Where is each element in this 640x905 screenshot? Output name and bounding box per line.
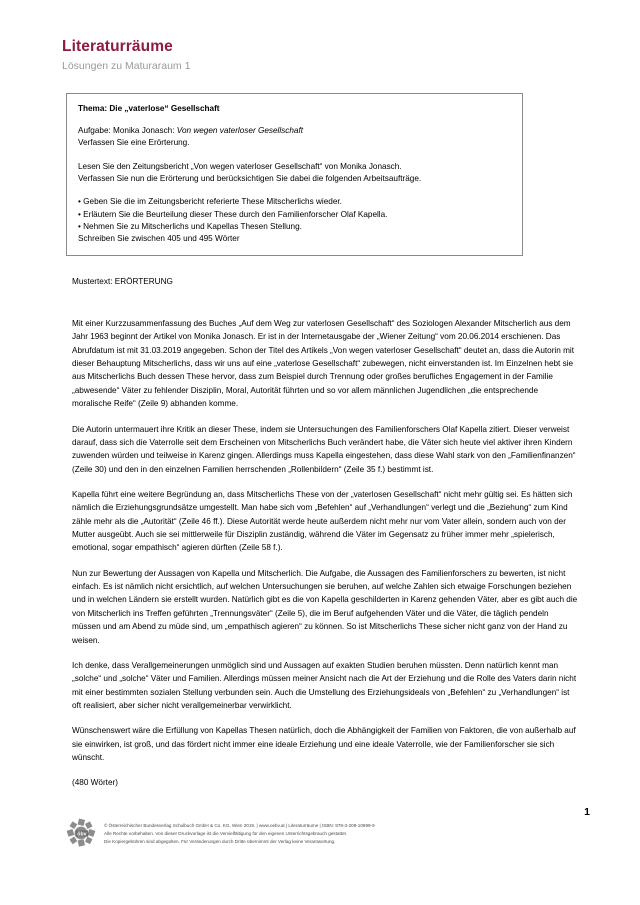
task-length-requirement: Schreiben Sie zwischen 405 und 495 Wörter [78,234,240,244]
essay-paragraph: Die Autorin untermauert ihre Kritik an dieser These, indem sie Untersuchungen des Familienforschers Olaf Kapella zitiert. Dieser verweist darauf, dass sich die Vaterrolle seit dem Erscheinen von Mitscherlichs Buch verändert habe, die Väter sich heute viel aktiver ihren Kindern zuwenden würden und teilweise in Karenz gingen. Allerdings muss Kapella eingestehen, dass diese Wahl stark von den „Familienfinanzen“ (Zeile 30) und den in den einzelnen Familien herrschenden „Rollenbildern“ (Zeile 35 f.) bestimmt ist. [72,424,576,474]
footer-line: © Österreichischer Bundesverlag Schulbuch GmbH & Co. KG, Wien 2019. | www.oebv.at | Literaturräume | ISBN: 978-3-209-10899-9 [104,823,375,828]
task-bullet-item: • Geben Sie die im Zeitungsbericht referierte These Mitscherlichs wieder. [78,197,342,207]
document-header [62,38,582,73]
task-bullet-list [78,196,511,233]
page-subtitle: Lösungen zu Maturaraum 1 [62,59,191,72]
essay-paragraph: Wünschenswert wäre die Erfüllung von Kapellas Thesen natürlich, doch die Abhängigkeit der Familien von Faktoren, die von außerhalb auf sie einwirken, ist groß, und das fördert nicht immer eine ideale Erziehung und eine ideale Vaterrolle, wie der Familienforscher sie sich wünscht. [72,726,576,763]
sample-text-label: Mustertext: ERÖRTERUNG [72,277,173,286]
task-assignment-instruction: Verfassen Sie eine Erörterung. [78,138,190,148]
page-title: Literaturräume [62,38,173,55]
task-bullet-item: • Nehmen Sie zu Mitscherlichs und Kapellas Thesen Stellung. [78,221,302,231]
task-theme: Thema: Die „vaterlose“ Gesellschaft [78,104,220,113]
svg-text:öbv: öbv [77,831,87,838]
task-reading-instructions [78,161,511,186]
page-number: 1 [584,806,590,818]
word-count: (480 Wörter) [72,778,118,788]
task-assignment-label: Aufgabe: Monika Jonasch: [78,126,177,136]
task-assignment-title: Von wegen vaterloser Gesellschaft [176,126,303,136]
document-footer [66,818,566,848]
essay-paragraph: Ich denke, dass Verallgemeinerungen unmöglich sind und Aussagen auf exakten Studien beruhen müssten. Denn natürlich kennt man „solche“ und „solche“ Väter und Familien. Allerdings müssen meiner Ansicht nach die Art der Erziehung und die Rolle des Vaters darin nicht mit einer bestimmten sozialen Stellung verbunden sein. Auch die Umstellung des Erziehungsideals von „Befehlen“ zu „Verhandlungen“ ist oft realisiert, aber sicher nicht verallgemeinerbar verwirklicht. [72,660,577,710]
footer-line: Die Kopiergebühren sind abgegolten. Für Veränderungen durch Dritte übernimmt der Verlag keine Verantwortung. [104,839,336,845]
essay-paragraph: Mit einer Kurzzusammenfassung des Buches „Auf dem Weg zur vaterlosen Gesellschaft“ des Soziologen Alexander Mitscherlich aus dem Jahr 1963 beginnt der Artikel von Monika Jonasch. Er ist in der Internetausgabe der „Wiener Zeitung“ vom 20.06.2014 erschienen. Das Abrufdatum ist mit 31.03.2019 angegeben. Schon der Titel des Artikels „Von wegen vaterloser Gesellschaft“ deutet an, dass die Autorin mit dieser Behauptung Mitscherlichs, dass wir uns auf eine „vaterlose Gesellschaft“ zubewegen, nicht einverstanden ist. Im Einzelnen hebt sie aus Mitscherlichs Buch dessen These hervor, dass zum Beispiel durch Trennung oder großes berufliches Engagement in der Familie „abwesende“ Väter zu fehlender Disziplin, Moral, Autorität führten und so vor allem männlichen Jugendlichen „die entsprechende moralische Reife“ (Zeile 9) abhanden komme. [72,319,574,409]
essay-paragraph: Kapella führt eine weitere Begründung an, dass Mitscherlichs These von der „vaterlosen Gesellschaft“ nicht mehr gültig sei. Es hätten sich nämlich die Erziehungsgrundsätze umgestellt. Man habe sich vom „Befehlen“ auf „Verhandlungen“ verlegt und die „Beziehung“ zum Kind zähle mehr als die „Autorität“ (Zeile 46 ff.). Diese Autorität werde heute außerdem nicht mehr nur vom Vater allein, sondern auch von der Mutter ausgeübt. Auch sie sei mittlerweile für Disziplin zuständig, während die Väter im Gegensatz zu früher immer mehr „spielerisch, emotional, sogar empathisch“ agieren dürften (Zeile 58 f.). [72,489,573,553]
task-assignment [78,125,511,150]
task-assignment-line [78,125,511,137]
task-bullet-item: • Erläutern Sie die Beurteilung dieser These durch den Familienforscher Olaf Kapella. [78,209,388,219]
essay-body [72,317,578,790]
task-read-line-1: Lesen Sie den Zeitungsbericht „Von wegen vaterloser Gesellschaft“ von Monika Jonasch. [78,161,402,171]
footer-line: Alle Rechte vorbehalten. Von dieser Druckvorlage ist die Vervielfältigung für den eigenen Unterrichtsgebrauch gestattet. [104,831,348,837]
task-read-line-2: Verfassen Sie nun die Erörterung und berücksichtigen Sie dabei die folgenden Arbeitsaufträge. [78,173,422,183]
oebv-logo-icon [66,818,96,848]
essay-paragraph: Nun zur Bewertung der Aussagen von Kapella und Mitscherlich. Die Aufgabe, die Aussagen des Familienforschers zu bewerten, ist nicht einfach. Es ist nämlich nicht ersichtlich, auf welchen Untersuchungen sie beruhen, auf welche Zahlen sich etwaige Forschungen beziehen und in welchen Ländern sie erstellt wurden. Natürlich gibt es die von Kapella geschilderten in Karenz gehenden Väter, aber es gibt auch die von Mitscherlich ins Treffen geführten „Trennungsväter“ (Zeile 5), die im Beruf aufgehenden Väter und die Väter, die täglich pendeln müssen und am Abend zu müde sind, um „empathisch agieren“ zu können. So ist Mitscherlichs These sicher nicht ganz von der Hand zu weisen. [72,568,578,645]
task-box [66,93,523,256]
footer-copyright [104,818,375,846]
